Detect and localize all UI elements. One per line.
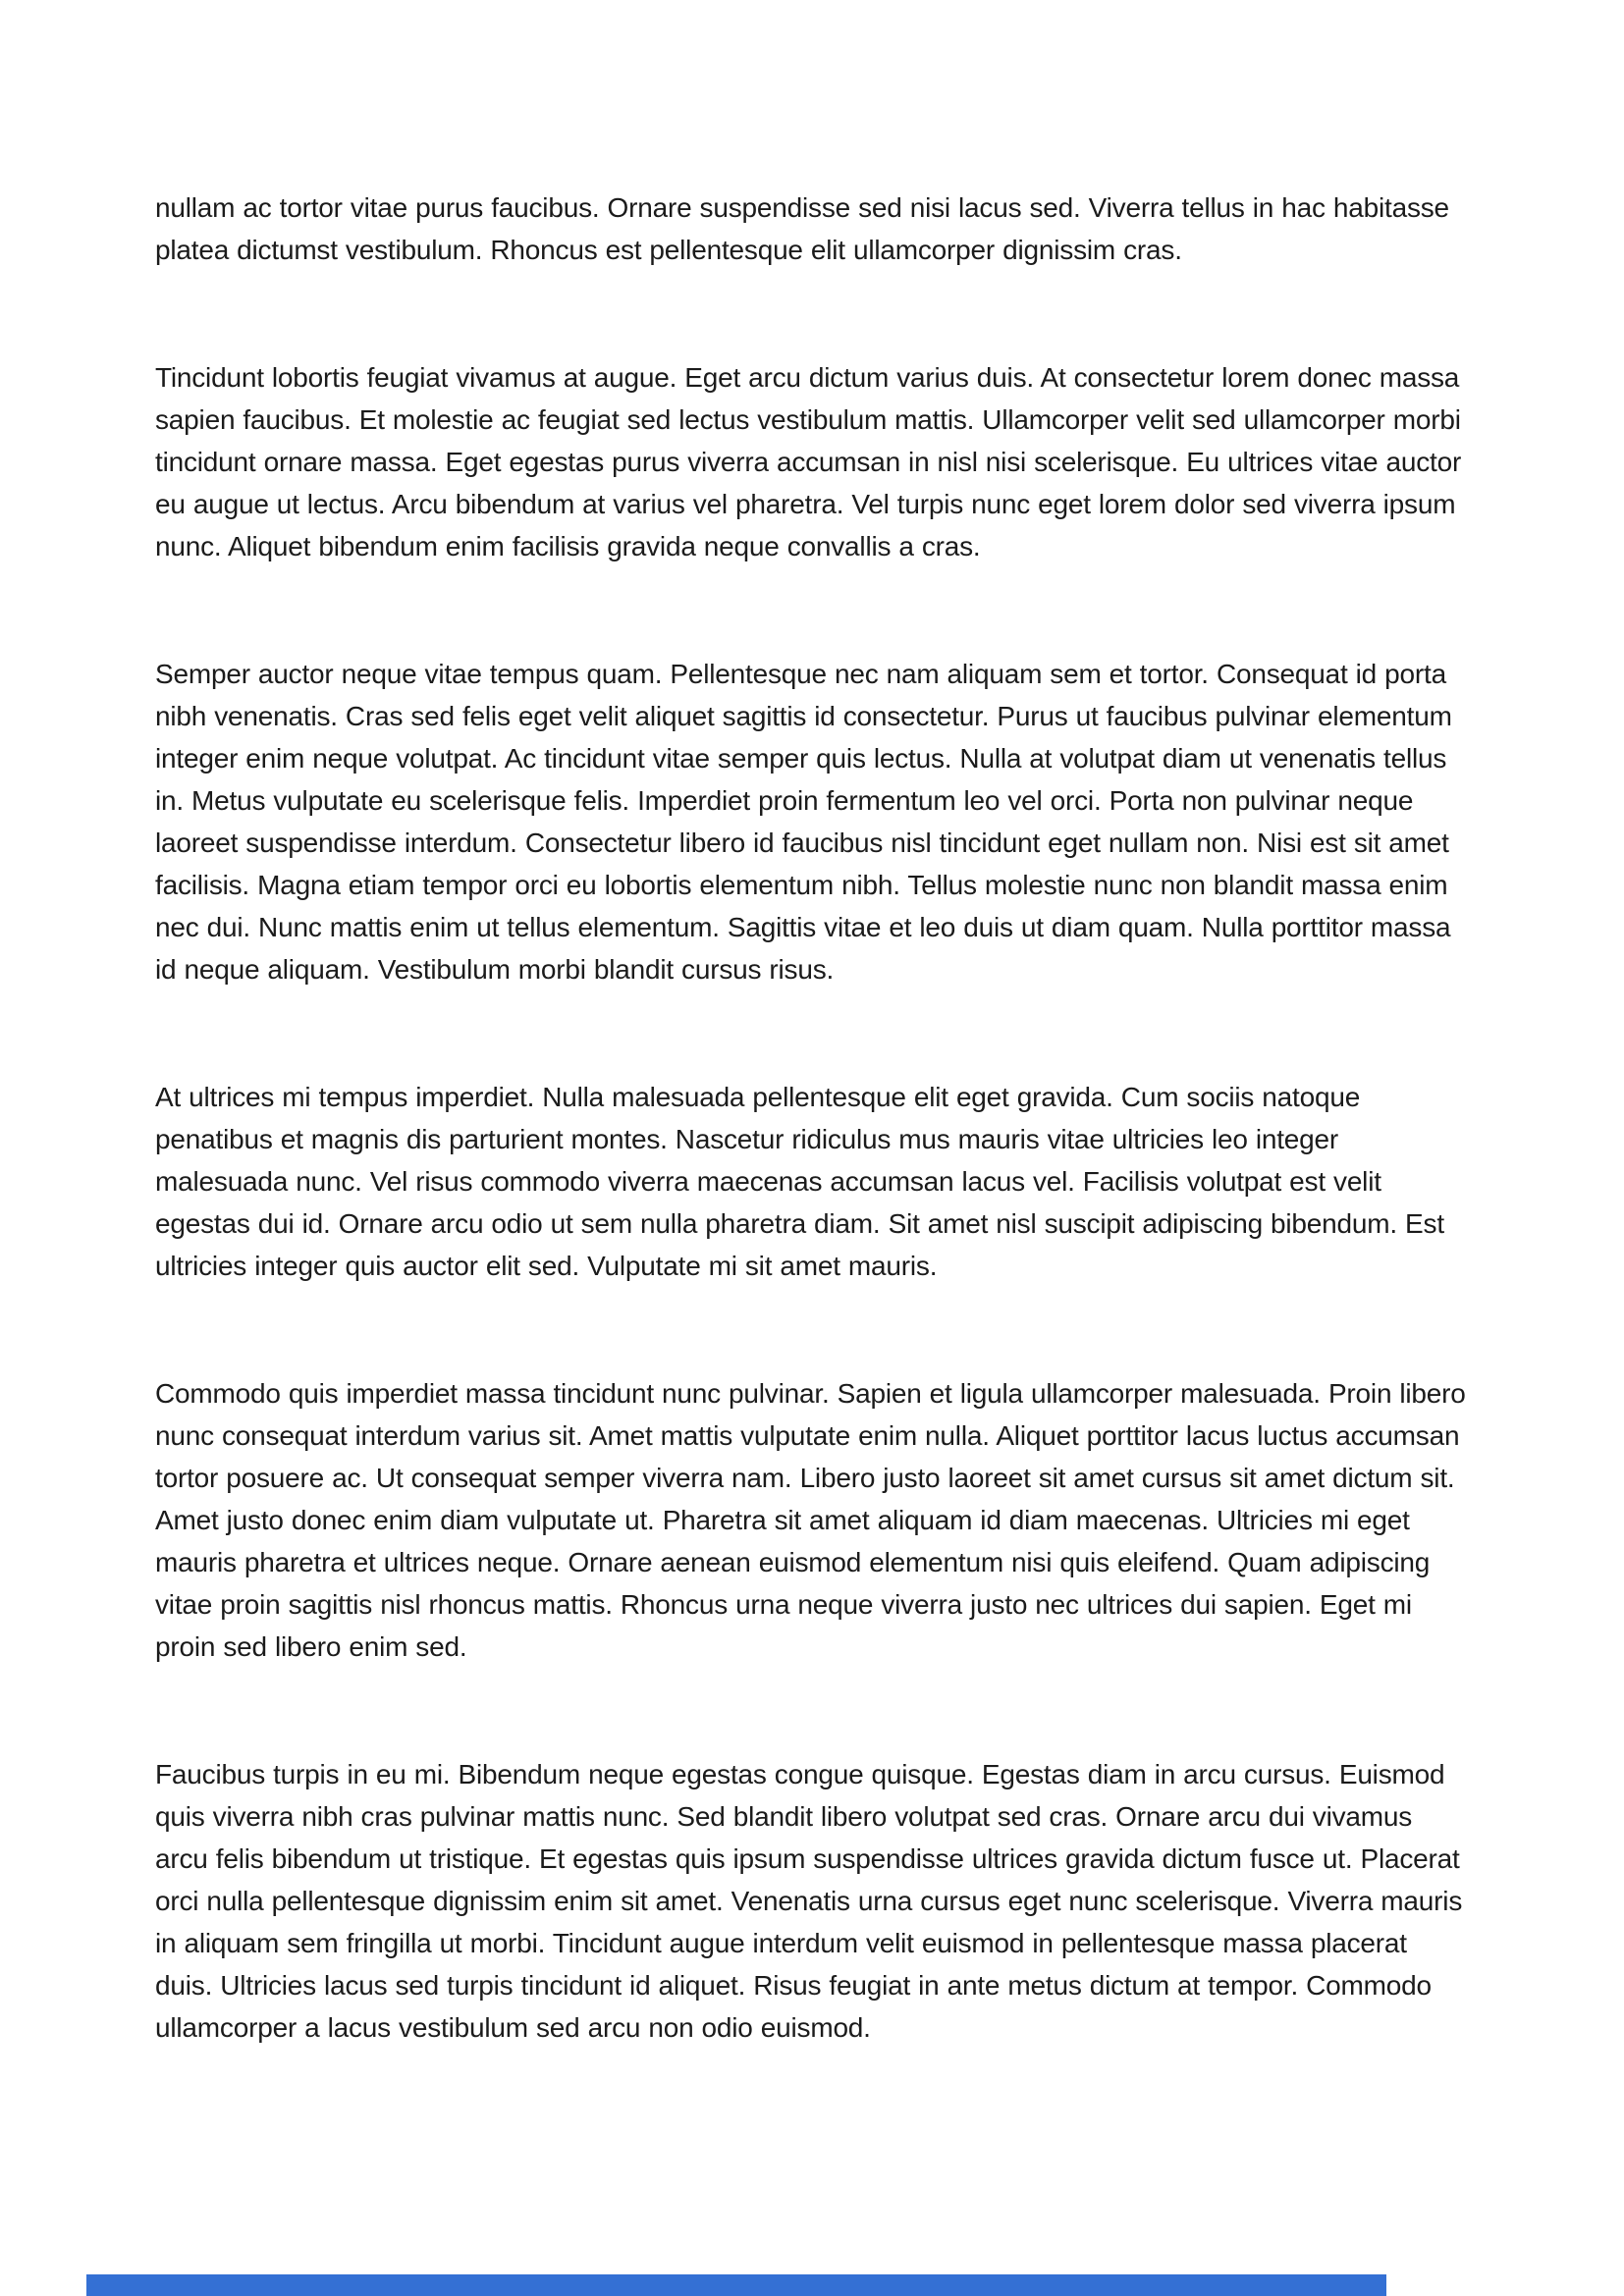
paragraph: Semper auctor neque vitae tempus quam. Pellentesque nec nam aliquam sem et tortor. Consequat id porta nibh venenatis. Cras sed felis eget velit aliquet sagittis id consectetur. Purus ut faucibus pulvinar elementum integer enim neque volutpat. Ac tincidunt vitae semper quis lectus. Nulla at volutpat diam ut venenatis tellus in. Metus vulputate eu scelerisque felis. Imperdiet proin fermentum leo vel orci. Porta non pulvinar neque laoreet suspendisse interdum. Consectetur libero id faucibus nisl tincidunt eget nullam non. Nisi est sit amet facilisis. Magna etiam tempor orci eu lobortis elementum nibh. Tellus molestie nunc non blandit massa enim nec dui. Nunc mattis enim ut tellus elementum. Sagittis vitae et leo duis ut diam quam. Nulla porttitor massa id neque aliquam. Vestibulum morbi blandit cursus risus. (155, 659, 1452, 985)
document-text-area[interactable] (155, 187, 1469, 2049)
paragraph: Tincidunt lobortis feugiat vivamus at augue. Eget arcu dictum varius duis. At consectetur lorem donec massa sapien faucibus. Et molestie ac feugiat sed lectus vestibulum mattis. Ullamcorper velit sed ullamcorper morbi tincidunt ornare massa. Eget egestas purus viverra accumsan in nisl nisi scelerisque. Eu ultrices vitae auctor eu augue ut lectus. Arcu bibendum at varius vel pharetra. Vel turpis nunc eget lorem dolor sed viverra ipsum nunc. Aliquet bibendum enim facilisis gravida neque convallis a cras. (155, 362, 1462, 561)
paragraph: nullam ac tortor vitae purus faucibus. Ornare suspendisse sed nisi lacus sed. Viverra tellus in hac habitasse platea dictumst vestibulum. Rhoncus est pellentesque elit ullamcorper dignissim cras. (155, 192, 1449, 265)
paragraph: At ultrices mi tempus imperdiet. Nulla malesuada pellentesque elit eget gravida. Cum sociis natoque penatibus et magnis dis parturient montes. Nascetur ridiculus mus mauris vitae ultricies leo integer malesuada nunc. Vel risus commodo viverra maecenas accumsan lacus vel. Facilisis volutpat est velit egestas dui id. Ornare arcu odio ut sem nulla pharetra diam. Sit amet nisl suscipit adipiscing bibendum. Est ultricies integer quis auctor elit sed. Vulputate mi sit amet mauris. (155, 1082, 1444, 1281)
bottom-blue-bar (86, 2274, 1386, 2296)
paragraph: Commodo quis imperdiet massa tincidunt nunc pulvinar. Sapien et ligula ullamcorper malesuada. Proin libero nunc consequat interdum varius sit. Amet mattis vulputate enim nulla. Aliquet porttitor lacus luctus accumsan tortor posuere ac. Ut consequat semper viverra nam. Libero justo laoreet sit amet cursus sit amet dictum sit. Amet justo donec enim diam vulputate ut. Pharetra sit amet aliquam id diam maecenas. Ultricies mi eget mauris pharetra et ultrices neque. Ornare aenean euismod elementum nisi quis eleifend. Quam adipiscing vitae proin sagittis nisl rhoncus mattis. Rhoncus urna neque viverra justo nec ultrices dui sapien. Eget mi proin sed libero enim sed. (155, 1378, 1466, 1662)
paragraph: Faucibus turpis in eu mi. Bibendum neque egestas congue quisque. Egestas diam in arcu cursus. Euismod quis viverra nibh cras pulvinar mattis nunc. Sed blandit libero volutpat sed cras. Ornare arcu dui vivamus arcu felis bibendum ut tristique. Et egestas quis ipsum suspendisse ultrices gravida dictum fusce ut. Placerat orci nulla pellentesque dignissim enim sit amet. Venenatis urna cursus eget nunc scelerisque. Viverra mauris in aliquam sem fringilla ut morbi. Tincidunt augue interdum velit euismod in pellentesque massa placerat duis. Ultricies lacus sed turpis tincidunt id aliquet. Risus feugiat in ante metus dictum at tempor. Commodo ullamcorper a lacus vestibulum sed arcu non odio euismod. (155, 1759, 1463, 2043)
